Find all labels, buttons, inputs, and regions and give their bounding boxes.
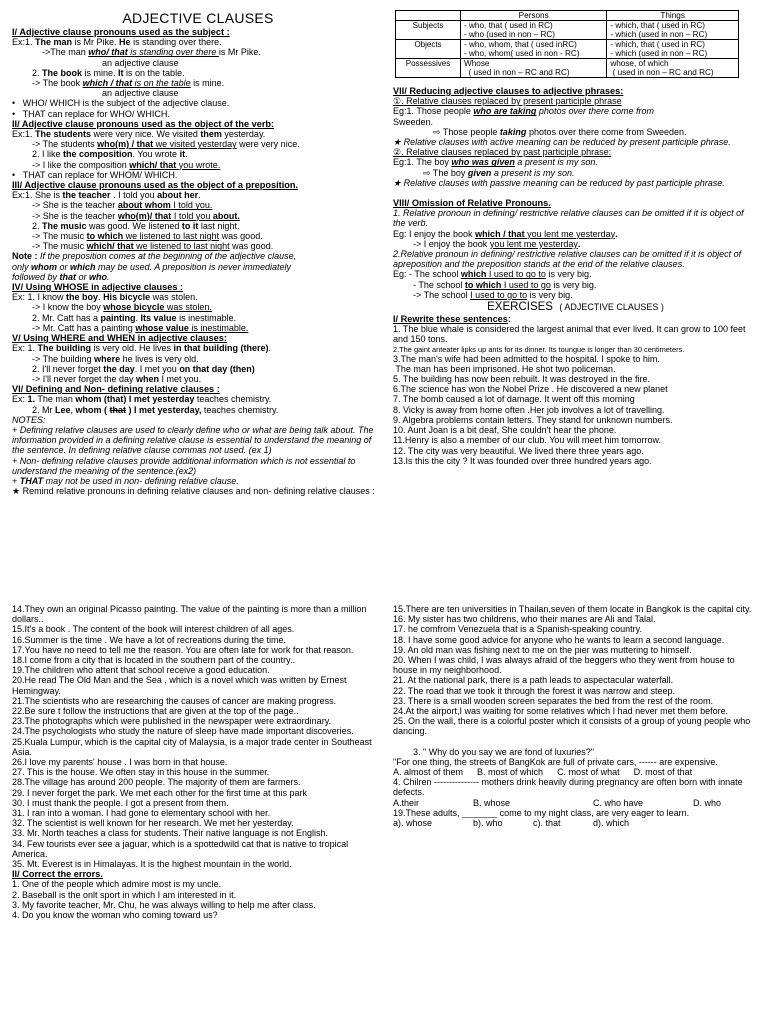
list-item: 7. The bomb caused a lot of damage. It went off this morning: [393, 394, 635, 405]
table-cell: whose, of which ( used in non – RC and RC): [607, 59, 739, 78]
option: b). who: [473, 818, 503, 829]
s5-line-4: -> I'll never forget the day when I met you.: [32, 373, 202, 384]
list-item: 19. An old man was fishing next to me on the pier was muttering to himself.: [393, 644, 692, 655]
s7-point-1: ①. Relative clauses replaced by present participle phrase: [393, 96, 622, 107]
list-item: 25. On the wall, there is a colorful poster which it consists of a group of young people who dancing.: [393, 716, 751, 737]
notes-label: NOTES:: [12, 414, 46, 425]
question-3: 3. " Why do you say we are fond of luxuries?": [413, 746, 594, 757]
option: B. whose: [473, 797, 511, 808]
s2-line-4: -> I like the composition which/ that you wrote.: [32, 159, 221, 170]
table-header: Things: [607, 11, 739, 21]
table-cell: - which, that ( used in RC) - which (used in non – RC): [607, 40, 739, 59]
list-item: 27. This is the house. We often stay in this house in the summer.: [12, 767, 270, 778]
list-item: 32. The scientist is well known for her research. We met her yesterday.: [12, 818, 294, 829]
list-item: 6.The science has won the Nobel Prize . He discovered a new planet: [393, 384, 668, 395]
s1-note-1: an adjective clause: [102, 57, 179, 68]
list-item: 33. Mr. North teaches a class for students. Their native language is not English.: [12, 828, 329, 839]
s3-line-4: 2. The music was good. We listened to it last night.: [32, 220, 240, 231]
table-header: Persons: [461, 11, 607, 21]
s3-note-3: followed by that or who.: [12, 271, 110, 282]
note-non-defining: + Non- defining relative clauses provide additional information which is not essential to understand the meaning of the sentence.(ex2): [12, 455, 356, 476]
s2-line-1: Ex:1. The students were very nice. We visited them yesterday.: [12, 129, 266, 140]
list-item: 17. he comfrom Venezuela that is a Spanish-speaking country.: [393, 624, 642, 635]
s6-line-1: Ex: 1. The man whom (that) I met yesterday teaches chemistry.: [12, 394, 272, 405]
s3-line-6: -> The music which/ that we listened to last night was good.: [32, 241, 274, 252]
page-title: ADJECTIVE CLAUSES: [122, 10, 274, 26]
question-4: 4. Chilren --------------- mothers drink heavily during pregnancy are often born with innate defects.: [393, 777, 743, 798]
exercises-bottom-left: [12, 604, 384, 920]
list-item: 15.There are ten universities in Thailan,seven of them locate in Bangkok is the capital city.: [393, 604, 752, 614]
list-item: 2. Baseball is the onlt sport in which I am interested in it.: [12, 889, 237, 900]
section-4-heading: IV/ Using WHOSE in adjective clauses :: [12, 282, 184, 293]
table-row: [396, 40, 739, 59]
list-item: 10. Aunt Joan is a bit deaf, She couldn't hear the phone.: [393, 425, 617, 436]
list-item: 1. One of the people which admire most is my uncle.: [12, 879, 222, 890]
table-cell: Objects: [396, 40, 461, 59]
list-item: 16.Summer is the time . We have a lot of recreations during the time.: [12, 634, 286, 645]
table-header-row: [396, 11, 739, 21]
list-item: 8. Vicky is away from home often .Her job involves a lot of travelling.: [393, 404, 665, 415]
section-5-heading: V/ Using WHERE and WHEN in adjective clauses:: [12, 333, 227, 344]
list-item: 19.The children who attent that school receive a good education.: [12, 665, 270, 676]
note-defining: + Defining relative clauses are used to clearly define who or what are being talk about. The information provided in a defining relative clause is essential to understand the meaning of the sentence. In defining relative clause commas not used. (ex 1): [12, 424, 374, 456]
s5-line-1: Ex: 1. The building is very old. He lives in that building (there).: [12, 343, 272, 354]
s6-line-2: 2. Mr Lee, whom ( that ) I met yesterday, teaches chemistry.: [32, 404, 279, 415]
section-6-heading: VI/ Defining and Non- defining relative clauses :: [12, 384, 220, 395]
list-item: 25.Kuala Lumpur, which is the capital city of Malaysia, is a major trade center in Southeast Asia.: [12, 736, 372, 757]
list-item: 22.Be sure t follow the instructions that are given at the top of the page..: [12, 706, 299, 717]
s1-result-1: ->The man who/ that is standing over there is Mr Pike.: [42, 47, 261, 58]
errors-heading: II/ Correct the errors.: [12, 869, 103, 880]
list-item: 20. When I was child, I was always afraid of the beggers who they went from house to house in my neighborhood.: [393, 655, 735, 676]
s4-line-1: Ex: 1. I know the boy. His bicycle was stolen.: [12, 292, 198, 303]
s4-line-3: 2. Mr. Catt has a painting. Its value is inestimable.: [32, 312, 237, 323]
list-item: 16. My sister has two childrens, who their manes are Ali and Talal.: [393, 614, 656, 625]
list-item: 24.At the airport,I was waiting for some relatives which I had never met them before.: [393, 706, 729, 717]
list-item: 18. I have some good advice for anyone who he wants to learn a second language.: [393, 634, 725, 645]
list-item: 17.You have no need to tell me the reason. You are often late for work for that reason.: [12, 644, 354, 655]
s1-result-2: -> The book which / that is on the table is mine.: [32, 78, 225, 89]
list-item: 15.It's a book . The content of the book will interest children of all ages.: [12, 624, 295, 635]
s1-example-2: 2. The book is mine. It is on the table.: [32, 67, 185, 78]
option: C. who have: [593, 797, 644, 808]
option: B. most of which: [477, 767, 544, 778]
s8-example-1: Eg: I enjoy the book which / that you lent me yesterday.: [393, 228, 618, 239]
list-item: 23.The photographs which were published in the newspaper were extraordinary.: [12, 716, 332, 727]
list-item: 11.Henry is also a member of our club. You will meet him tomorrow.: [393, 435, 661, 446]
s3-note-2: only whom or which may be used. A preposition is never immediately: [12, 261, 291, 272]
s3-line-1: Ex:1. She is the teacher . I told you about her.: [12, 190, 201, 201]
table-cell: - which, that ( used in RC) - which (used in non – RC): [607, 21, 739, 40]
list-item: 12. The city was very beautiful. We lived there three years ago.: [393, 445, 644, 456]
question-19: 19.These adults, _______ come to my night class, are very eager to learn.: [393, 807, 690, 818]
table-cell: - who, that ( used in RC) - who (used in non – RC): [461, 21, 607, 40]
list-item: 18.I come from a city that is located in the southern part of the country..: [12, 655, 295, 666]
grammar-notes-left: [12, 10, 384, 496]
question-19-options: [393, 818, 758, 828]
s8-reduced-1: -> I enjoy the book you lent me yesterday.: [413, 238, 581, 249]
table-cell: Whose ( used in non – RC and RC): [461, 59, 607, 78]
option: a). whose: [393, 818, 433, 829]
s7-star-1: ★ Relative clauses with active meaning can be reduced by present participle phrase.: [393, 137, 731, 148]
question-3-options: [393, 767, 758, 777]
option: D. who: [693, 797, 722, 808]
s2-line-3: 2. I like the composition. You wrote it.: [32, 149, 188, 160]
exercises-title: EXERCISES ( ADJECTIVE CLAUSES ): [487, 301, 664, 314]
s4-line-4: -> Mr. Catt has a painting whose value is inestimable.: [32, 322, 249, 333]
grammar-notes-right: [393, 10, 758, 466]
s8-example-2: Eg: - The school which I used to go to is very big.: [393, 269, 592, 280]
table-header: [396, 11, 461, 21]
list-item: 5. The building has now been rebuilt. It was destroyed in the fire.: [393, 374, 650, 385]
list-item: 29. I never forget the park. We met each other for the first time at this park: [12, 787, 307, 798]
option: A.their: [393, 797, 420, 808]
list-item: 21. At the national park, there is a path leads to aspectacular waterfall.: [393, 675, 674, 686]
s7-reduced-2: ⇨ The boy given a present is my son.: [423, 167, 575, 178]
s8-rule-1: 1. Relative pronoun in defining/ restrictive relative clauses can be omitted if it is object of the verb.: [393, 208, 744, 229]
s7-star-2: ★ Relative clauses with passive meaning can be reduced by past participle phrase.: [393, 177, 725, 188]
list-item: 24.The psychologists who study the nature of sleep have made important discoveries.: [12, 726, 354, 737]
table-cell: - who, whom, that ( used inRC) - who, whom( used in non - RC): [461, 40, 607, 59]
list-item: 22. The road that we took it through the forest it was narrow and steep.: [393, 685, 675, 696]
list-item: 14.They own an original Picasso painting. The value of the painting is more than a million dollars..: [12, 604, 367, 625]
list-item: 31. I ran into a woman. I had gone to elementary school with her.: [12, 808, 271, 819]
option: d). which: [593, 818, 630, 829]
section-7-heading: VII/ Reducing adjective clauses to adjective phrases:: [393, 86, 624, 96]
s2-bullet: • THAT can replace for WHOM/ WHICH.: [12, 169, 178, 180]
s7-point-2: ②. Relative clauses replaced by past participle phrase:: [393, 147, 612, 158]
list-item: 13.Is this the city ? It was founded over three hundred years ago.: [393, 455, 652, 466]
table-row: [396, 21, 739, 40]
list-item: 1. The blue whale is considered the largest animal that ever lived. It can grow to 100 feet and 150 tons.: [393, 324, 746, 345]
table-cell: Possessives: [396, 59, 461, 78]
list-item: 4. Do you know the woman who coming toward us?: [12, 910, 218, 921]
rewrite-heading: I/ Rewrite these sentences:: [393, 314, 511, 325]
note-that: + THAT may not be used in non- defining relative clause.: [12, 475, 239, 486]
option: D. most of that: [633, 767, 693, 778]
s3-line-3: -> She is the teacher who(m)/ that I told you about.: [32, 210, 240, 221]
list-item: 35. Mt. Everest is in Himalayas. It is the highest mountain in the world.: [12, 859, 292, 870]
table-row: [396, 59, 739, 78]
option: C. most of what: [557, 767, 620, 778]
s3-line-2: -> She is the teacher about whom I told you.: [32, 200, 213, 211]
question-3-stem: "For one thing, the streets of BangKok are full of private cars, ------ are expensive.: [393, 756, 718, 767]
s1-bullet-2: • THAT can replace for WHO/ WHICH.: [12, 108, 170, 119]
list-item: The man has been imprisoned. He shot two policeman.: [393, 363, 616, 374]
s2-line-2: -> The students who(m) / that we visited yesterday were very nice.: [32, 139, 300, 150]
s4-line-2: -> I know the boy whose bicycle was stolen.: [32, 302, 212, 313]
s5-line-2: -> The building where he lives is very old.: [32, 353, 199, 364]
s8-example-3: - The school to which I used to go is very big.: [413, 279, 597, 290]
list-item: 21.The scientists who are researching the causes of cancer are making progress.: [12, 695, 337, 706]
s8-example-4: -> The school I used to go to is very big.: [413, 289, 573, 300]
s3-note-1: Note : If the preposition comes at the beginning of the adjective clause,: [12, 251, 297, 262]
list-item: 23. There is a small wooden screen separates the bed from the rest of the room.: [393, 695, 714, 706]
table-cell: Subjects: [396, 21, 461, 40]
s7-example-1: Eg:1. Those people who are taking photos over there come from: [393, 106, 654, 117]
s7-reduced-1: ⇨ Those people taking photos over there come from Sweeden.: [433, 126, 687, 137]
list-item: 2.The gaint anteater lipks up ants for its dinner. Its toungue is longer than 30 centimeters.: [393, 344, 685, 354]
s7-example-1-cont: Sweeden.: [393, 116, 434, 127]
list-item: 30. I must thank the people. I got a present from them.: [12, 797, 229, 808]
s7-example-2: Eg:1. The boy who was given a present is my son.: [393, 157, 598, 168]
list-item: 34. Few tourists ever see a jaguar, which is a spottedwild cat that is native to tropical America.: [12, 838, 349, 859]
list-item: 9. Algebra problems contain letters. They stand for unknown numbers.: [393, 414, 673, 425]
list-item: 3.The man's wife had been admitted to the hospital. I spoke to him.: [393, 353, 660, 364]
list-item: 20.He read The Old Man and the Sea , which is a novel which was written by Ernest Hemingway.: [12, 675, 347, 696]
section-8-heading: VIII/ Omission of Relative Pronouns.: [393, 198, 551, 209]
list-item: 28.The village has around 200 people. The majority of them are farmers.: [12, 777, 301, 788]
list-item: 26.I love my parents' house . I was born in that house.: [12, 757, 228, 768]
question-4-options: [393, 798, 758, 808]
section-3-heading: III/ Adjective clause pronouns used as the object of a preposition.: [12, 180, 299, 191]
section-2-heading: II/ Adjective clause pronouns used as the object of the verb:: [12, 118, 275, 129]
s1-example-1: Ex:1. The man is Mr Pike. He is standing over there.: [12, 37, 222, 48]
option: A. almost of them: [393, 767, 464, 778]
s3-line-5: -> The music to which we listened to last night was good.: [32, 231, 263, 242]
option: c). that: [533, 818, 561, 829]
section-1-heading: I/ Adjective clause pronouns used as the subject :: [12, 27, 230, 37]
s8-rule-2: 2.Relative pronoun in defining/ restrictive relative clauses can be omitted if it is object of apreposition and the preposition stands at the end of the relative clauses.: [393, 249, 742, 270]
relative-pronoun-table: [395, 10, 739, 78]
s1-note-2: an adjective clause: [102, 88, 179, 99]
exercises-bottom-right: [393, 604, 758, 828]
list-item: 3. My favorite teacher, Mr. Chu, he was always willing to help me after class.: [12, 899, 316, 910]
s5-line-3: 2. I'll never forget the day. I met you on that day (then): [32, 363, 255, 374]
s1-bullet-1: • WHO/ WHICH is the subject of the adjective clause.: [12, 98, 230, 109]
remind-note: ★ Remind relative pronouns in defining relative clauses and non- defining relative clauses :: [12, 486, 375, 497]
